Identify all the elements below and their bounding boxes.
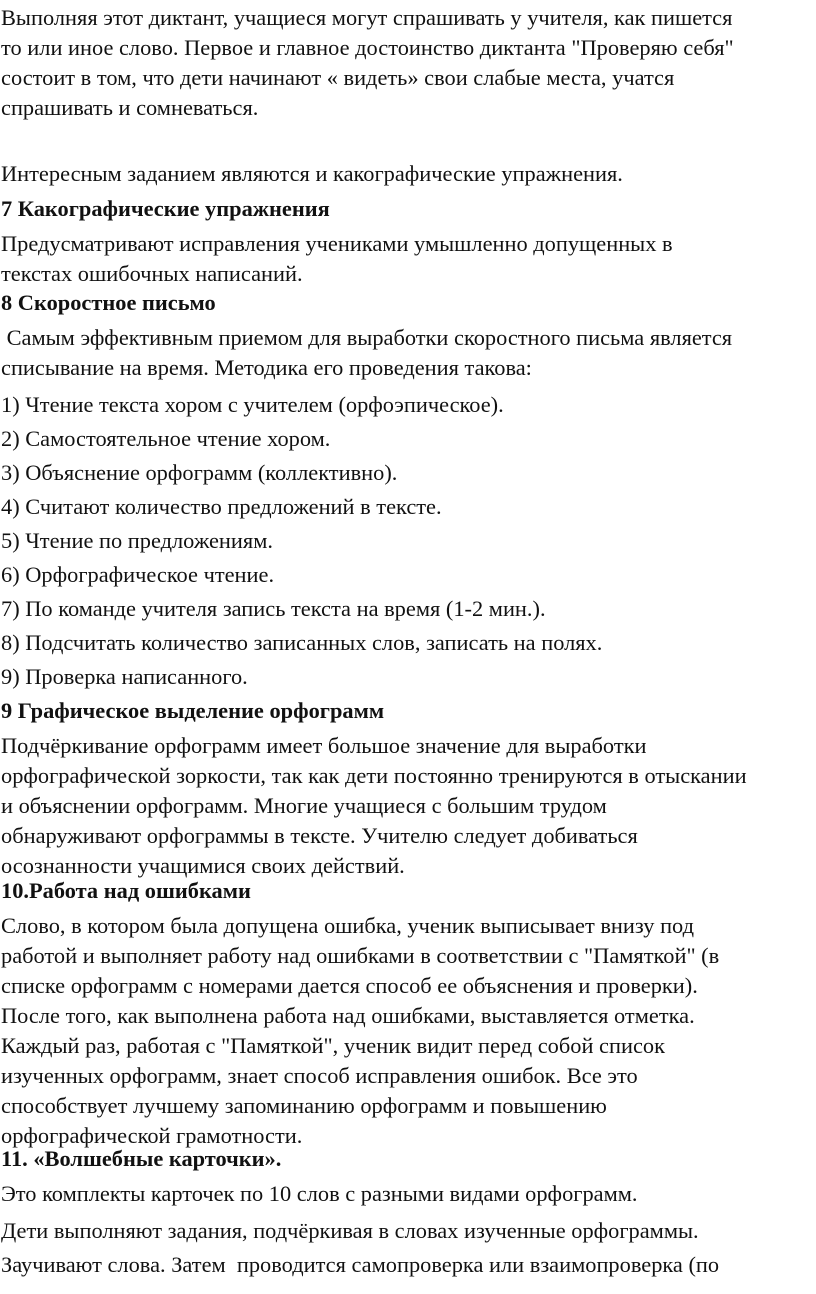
text-line: то или иное слово. Первое и главное достоинство диктанта "Проверяю себя" xyxy=(1,35,734,60)
text-line: текстах ошибочных написаний. xyxy=(1,261,303,286)
section-8 xyxy=(1,288,216,318)
section-11-body xyxy=(1,1179,638,1209)
text-line: Заучивают слова. Затем проводится самопроверка или взаимопроверка (по xyxy=(1,1252,720,1277)
list-item: 6) Орфографическое чтение. xyxy=(1,562,275,587)
section-10-body xyxy=(1,911,719,1151)
section-7 xyxy=(1,194,330,224)
section-heading: 7 Какографические упражнения xyxy=(1,196,330,221)
list-item: 8) Подсчитать количество записанных слов, записать на полях. xyxy=(1,630,603,655)
text-line: Самым эффективным приемом для выработки скоростного письма является xyxy=(1,325,733,350)
section-heading: 8 Скоростное письмо xyxy=(1,290,216,315)
text-line: орфографической зоркости, так как дети постоянно тренируются в отыскании xyxy=(1,763,747,788)
text-line: спрашивать и сомневаться. xyxy=(1,95,259,120)
text-line: Предусматривают исправления учениками умышленно допущенных в xyxy=(1,231,673,256)
list-item: 7) По команде учителя запись текста на время (1-2 мин.). xyxy=(1,596,546,621)
text-line: Дети выполняют задания, подчёркивая в словах изученные орфограммы. xyxy=(1,1218,699,1243)
list-item: 2) Самостоятельное чтение хором. xyxy=(1,426,331,451)
text-line: работой и выполняет работу над ошибками в соответствии с "Памяткой" (в xyxy=(1,943,720,968)
text-line: списывание на время. Методика его проведения такова: xyxy=(1,355,532,380)
text-line: Интересным заданием являются и какографические упражнения. xyxy=(1,161,623,186)
text-line: обнаруживают орфограммы в тексте. Учителю следует добиваться xyxy=(1,823,638,848)
list-item: 5) Чтение по предложениям. xyxy=(1,528,273,553)
text-line: осознанности учащимися своих действий. xyxy=(1,853,405,878)
step-list xyxy=(1,388,602,694)
section-9-body xyxy=(1,731,747,881)
intro-paragraph xyxy=(1,3,734,123)
text-line: Это комплекты карточек по 10 слов с разными видами орфограмм. xyxy=(1,1181,638,1206)
section-heading: 9 Графическое выделение орфограмм xyxy=(1,698,385,723)
list-item: 1) Чтение текста хором с учителем (орфоэпическое). xyxy=(1,392,504,417)
text-line: способствует лучшему запоминанию орфограмм и повышению xyxy=(1,1093,607,1118)
section-11-extra xyxy=(1,1214,719,1282)
text-line: Каждый раз, работая с "Памяткой", ученик видит перед собой список xyxy=(1,1033,665,1058)
section-9 xyxy=(1,696,384,726)
section-heading: 11. «Волшебные карточки». xyxy=(1,1146,282,1171)
section-heading: 10.Работа над ошибками xyxy=(1,878,251,903)
text-line: орфографической грамотности. xyxy=(1,1123,303,1148)
text-line: Слово, в котором была допущена ошибка, ученик выписывает внизу под xyxy=(1,913,694,938)
list-item: 9) Проверка написанного. xyxy=(1,664,248,689)
section-8-body xyxy=(1,323,732,383)
text-line: Подчёркивание орфограмм имеет большое значение для выработки xyxy=(1,733,647,758)
text-line: Выполняя этот диктант, учащиеся могут спрашивать у учителя, как пишется xyxy=(1,5,733,30)
text-line: изученных орфограмм, знает способ исправления ошибок. Все это xyxy=(1,1063,638,1088)
text-line: списке орфограмм с номерами дается способ ее объяснения и проверки). xyxy=(1,973,698,998)
text-line: состоит в том, что дети начинают « видеть» свои слабые места, учатся xyxy=(1,65,675,90)
list-item: 3) Объяснение орфограмм (коллективно). xyxy=(1,460,398,485)
section-10 xyxy=(1,876,251,906)
section-11 xyxy=(1,1144,281,1174)
text-line: После того, как выполнена работа над ошибками, выставляется отметка. xyxy=(1,1003,695,1028)
section-7-body xyxy=(1,229,673,289)
text-line: и объяснении орфограмм. Многие учащиеся с большим трудом xyxy=(1,793,607,818)
interesting-task-line xyxy=(1,159,623,189)
list-item: 4) Считают количество предложений в тексте. xyxy=(1,494,442,519)
